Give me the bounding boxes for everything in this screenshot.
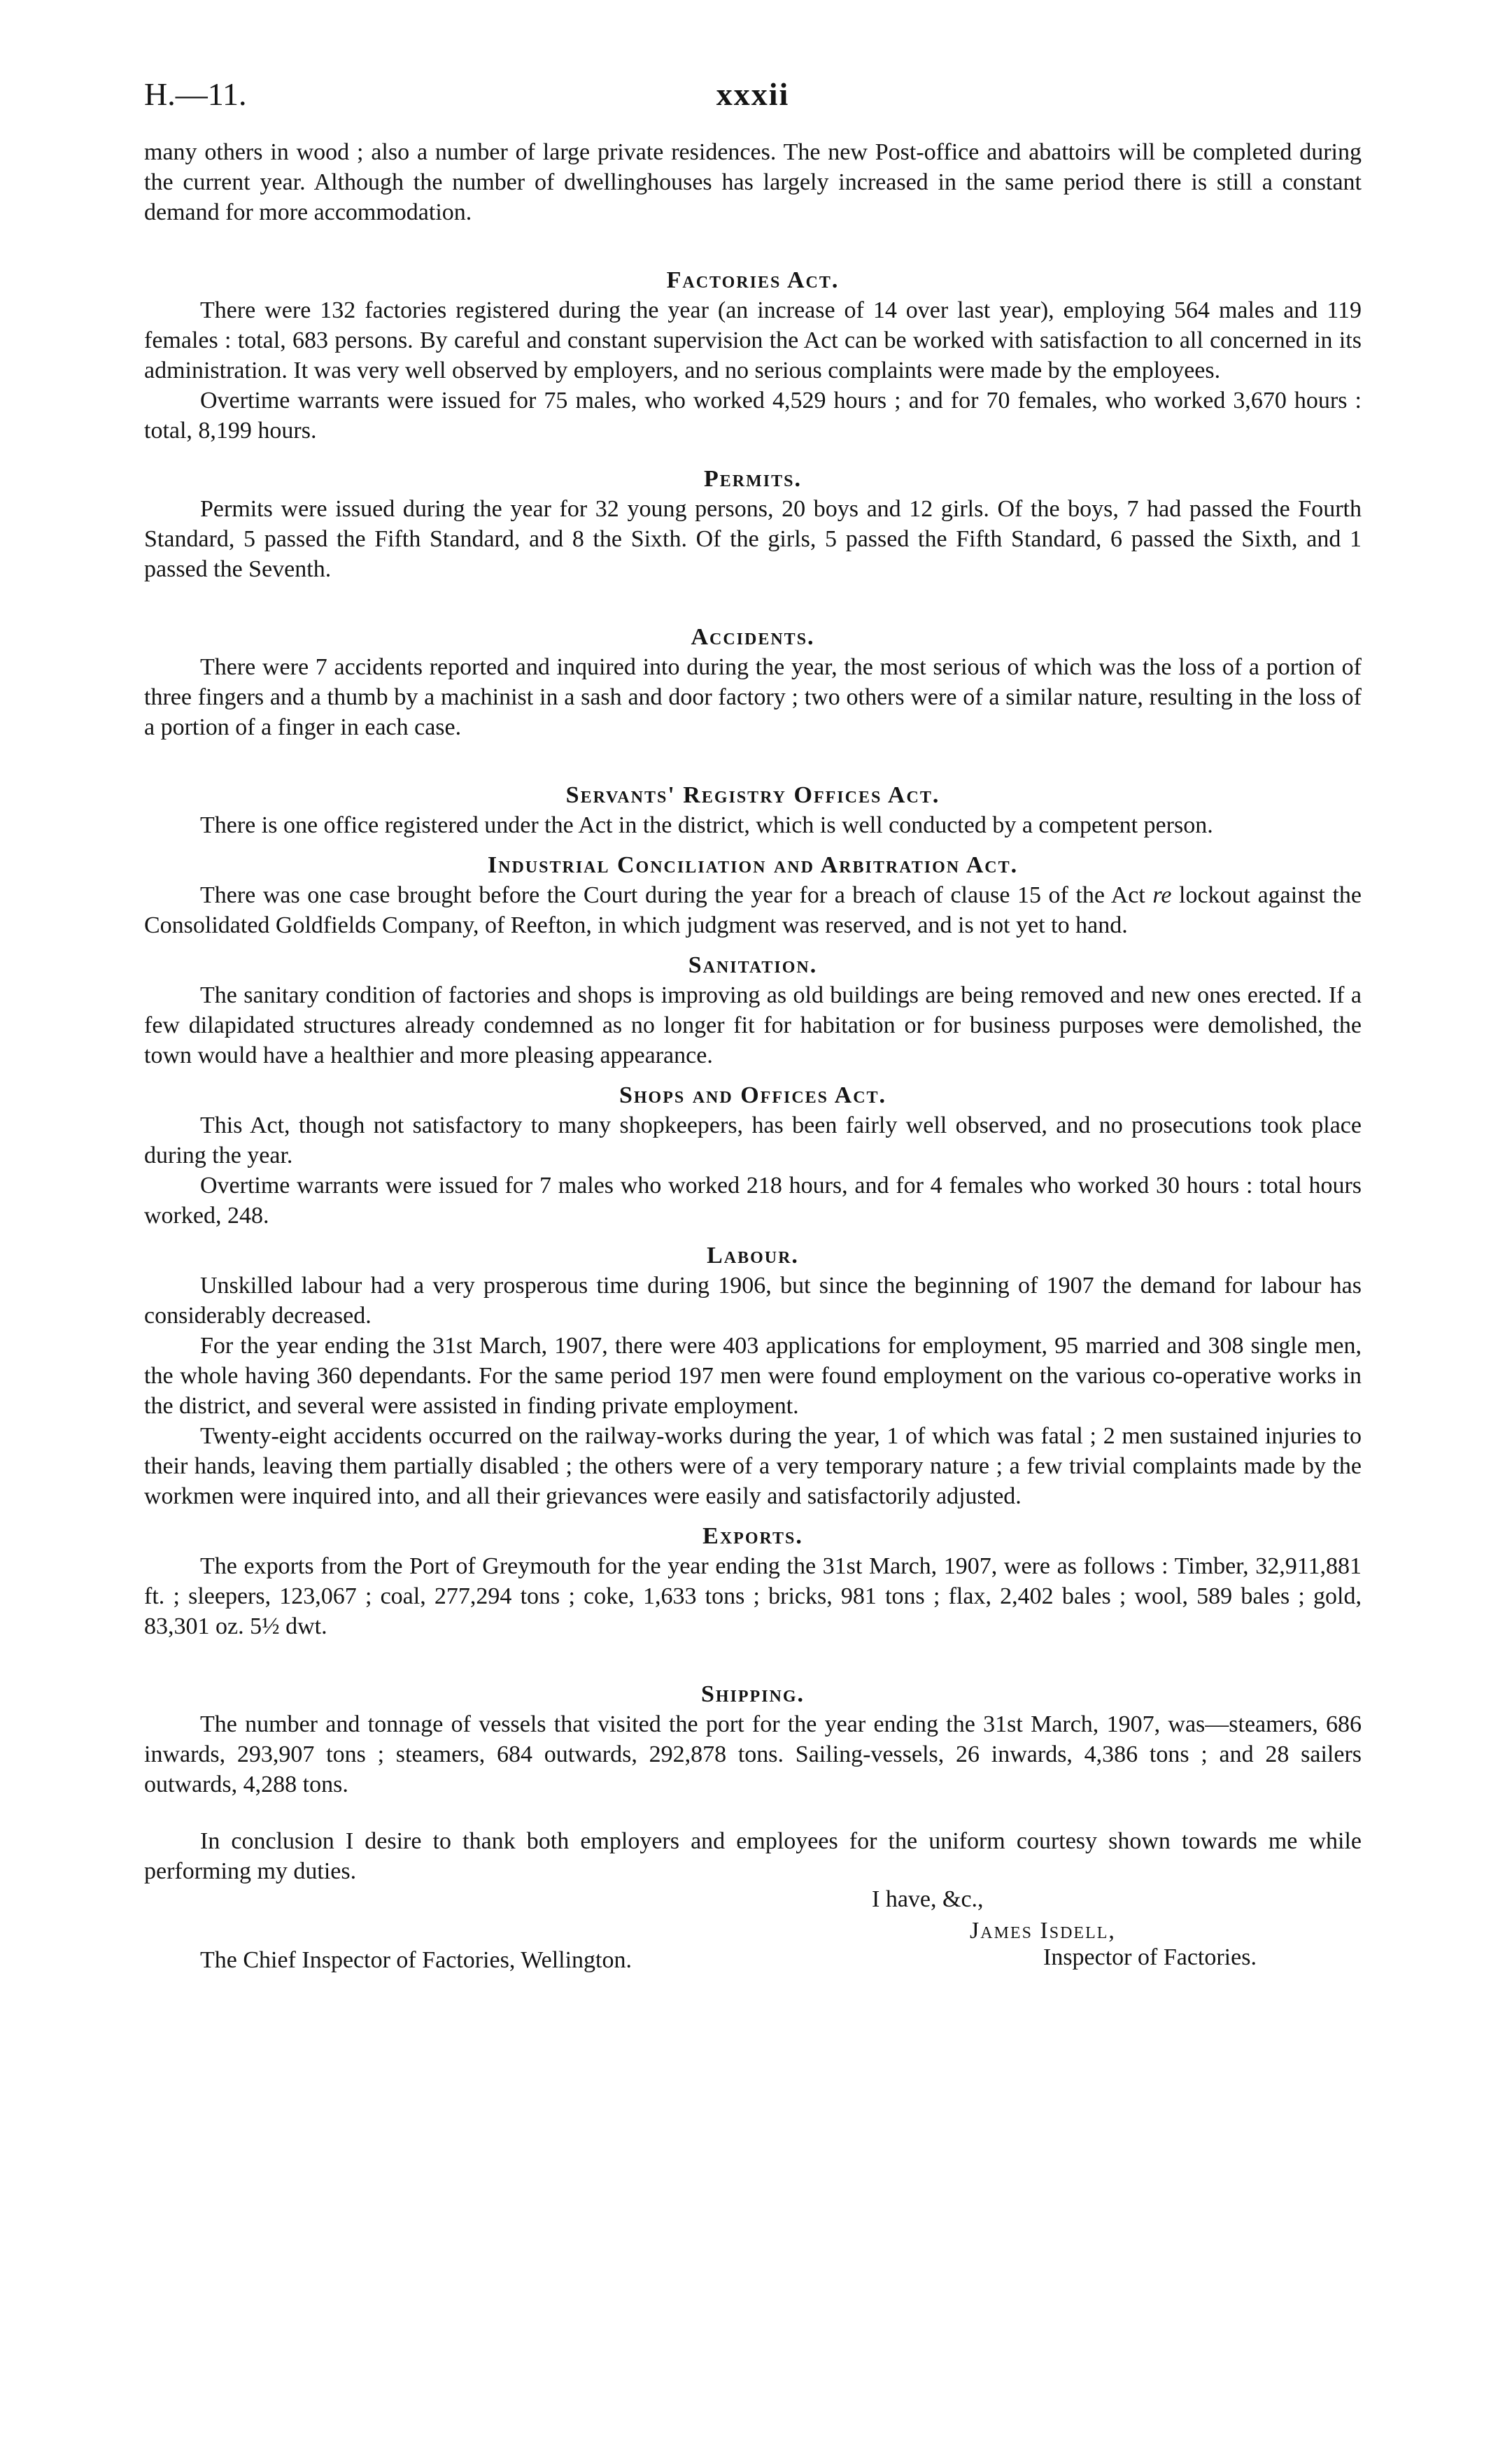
industrial-text-b: lockout against the Consolidated Goldfields Company, of Reefton, in which judgment was reserved, and is not yet to hand. (144, 882, 1362, 938)
industrial-conciliation-paragraph (144, 880, 1362, 940)
servants-registry-paragraph: There is one office registered under the Act in the district, which is well conducted by a competent person. (200, 812, 1213, 838)
factories-paragraph-2: Overtime warrants were issued for 75 males, who worked 4,529 hours ; and for 70 females, who worked 3,670 hours : total, 8,199 hours. (144, 388, 1362, 444)
section-title-shipping: Shipping. (700, 1681, 805, 1707)
shipping-paragraph: The number and tonnage of vessels that visited the port for the year ending the 31st March, 1907, was—steamers, 686 inwards, 293,907 tons ; steamers, 684 outwards, 292,878 tons. Sailing-vessels, 26 inwards, 4,386 tons ; and 28 sailers outwards, 4,288 tons. (144, 1711, 1362, 1797)
page-number: xxxii (716, 76, 790, 112)
permits-paragraph: Permits were issued during the year for 32 young persons, 20 boys and 12 girls. Of the boys, 7 had passed the Fourth Standard, 5 passed the Fifth Standard, and 8 the Sixth. Of the girls, 5 passed the Fifth Standard, 6 passed the Sixth, and 1 passed the Seventh. (144, 496, 1362, 582)
section-title-accidents: Accidents. (691, 624, 815, 650)
shops-offices-paragraph-1: This Act, though not satisfactory to many shopkeepers, has been fairly well observed, and no prosecutions took place during the year. (144, 1112, 1362, 1168)
section-title-exports: Exports. (702, 1523, 803, 1549)
section-title-industrial-conciliation: Industrial Conciliation and Arbitration Act. (487, 852, 1019, 878)
intro-paragraph: many others in wood ; also a number of large private residences. The new Post-office and abattoirs will be completed during the current year. Although the number of dwellinghouses has largely increased in the same period there is still a constant demand for more accommodation. (144, 139, 1362, 225)
section-title-shops-offices: Shops and Offices Act. (619, 1082, 887, 1108)
signatory-name: James Isdell, (970, 1918, 1116, 1944)
industrial-text-a: There was one case brought before the Court during the year for a breach of clause 15 of the Act (200, 882, 1153, 908)
signature-block (144, 1886, 1362, 2040)
conclusion-paragraph: In conclusion I desire to thank both employers and employees for the uniform courtesy shown towards me while performing my duties. (144, 1828, 1362, 1884)
valediction: I have, &c., (872, 1886, 984, 1912)
labour-paragraph-3: Twenty-eight accidents occurred on the railway-works during the year, 1 of which was fatal ; 2 men sustained injuries to their hands, leaving them partially disabled ; the others were of a very temporary nature ; a few trivial complaints made by the workmen were inquired into, and all their grievances were easily and satisfactorily adjusted. (144, 1423, 1362, 1509)
factories-paragraph-1: There were 132 factories registered during the year (an increase of 14 over last year), employing 564 males and 119 females : total, 683 persons. By careful and constant supervision the Act can be worked with satisfaction to all concerned in its administration. It was very well observed by employers, and no serious complaints were made by the employees. (144, 297, 1362, 383)
document-body (144, 137, 1362, 2040)
accidents-paragraph: There were 7 accidents reported and inquired into during the year, the most serious of which was the loss of a portion of three fingers and a thumb by a machinist in a sash and door factory ; two others were of a similar nature, resulting in the loss of a portion of a finger in each case. (144, 654, 1362, 740)
labour-paragraph-1: Unskilled labour had a very prosperous time during 1906, but since the beginning of 1907 the demand for labour has considerably decreased. (144, 1273, 1362, 1329)
section-title-permits: Permits. (704, 466, 802, 492)
addressee: The Chief Inspector of Factories, Wellington. (200, 1947, 632, 1973)
section-title-servants-registry: Servants' Registry Offices Act. (565, 782, 940, 808)
exports-paragraph: The exports from the Port of Greymouth for the year ending the 31st March, 1907, were as follows : Timber, 32,911,881 ft. ; sleepers, 123,067 ; coal, 277,294 tons ; coke, 1,633 tons ; bricks, 981 tons ; flax, 2,402 bales ; wool, 589 bales ; gold, 83,301 oz. 5½ dwt. (144, 1553, 1362, 1639)
section-title-labour: Labour. (707, 1243, 799, 1268)
industrial-text-re: re (1152, 882, 1172, 908)
section-title-sanitation: Sanitation. (688, 952, 818, 978)
signatory-title: Inspector of Factories. (1043, 1944, 1257, 1970)
document-reference: H.—11. (144, 76, 247, 112)
section-title-factories: Factories Act. (666, 267, 840, 293)
shops-offices-paragraph-2: Overtime warrants were issued for 7 males who worked 218 hours, and for 4 females who worked 30 hours : total hours worked, 248. (144, 1173, 1362, 1229)
sanitation-paragraph: The sanitary condition of factories and shops is improving as old buildings are being removed and new ones erected. If a few dilapidated structures already condemned as no longer fit for habitation or for business purposes were demolished, the town would have a healthier and more pleasing appearance. (144, 982, 1362, 1068)
running-head (144, 76, 1362, 118)
labour-paragraph-2: For the year ending the 31st March, 1907, there were 403 applications for employment, 95 married and 308 single men, the whole having 360 dependants. For the same period 197 men were found employment on the various co-operative works in the district, and several were assisted in finding private employment. (144, 1333, 1362, 1419)
